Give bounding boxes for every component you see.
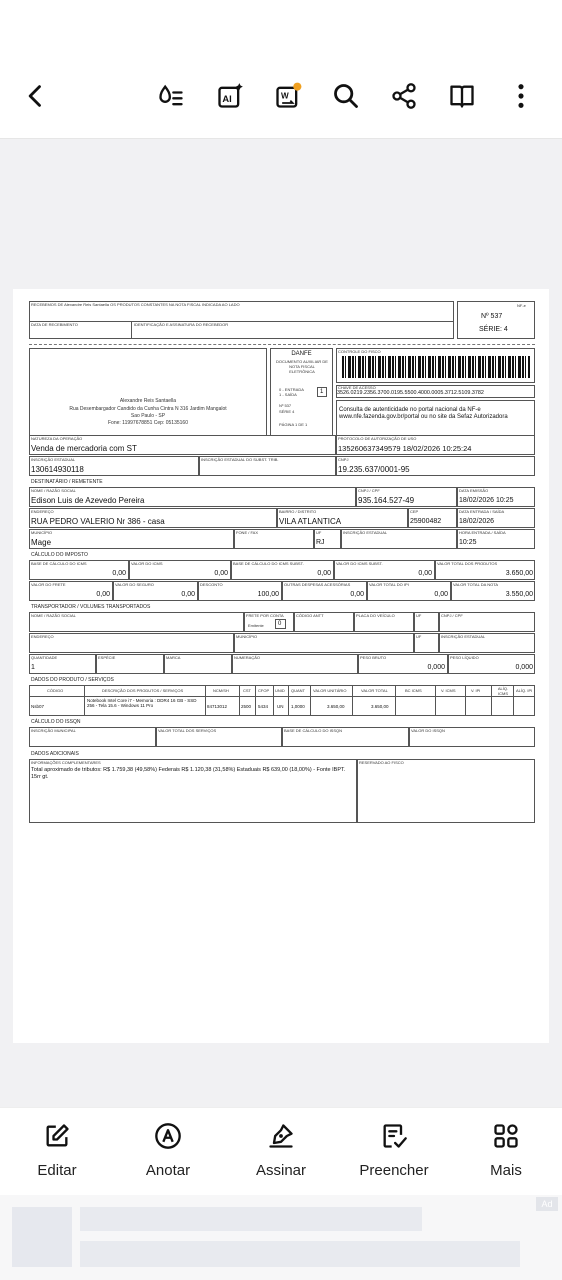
transport-address-label: ENDEREÇO <box>31 634 54 639</box>
recipient-address: RUA PEDRO VALERIO Nr 386 - casa <box>31 517 165 526</box>
tax-label: OUTRAS DESPESAS ACESSÓRIAS <box>284 582 351 587</box>
read-mode-button[interactable] <box>444 78 480 114</box>
reserved-box <box>357 759 535 823</box>
read-mode-icon <box>448 82 476 110</box>
share-icon <box>390 82 418 110</box>
divider <box>310 685 311 716</box>
col-header: UNID <box>275 688 285 693</box>
danfe-series: SÉRIE 4 <box>279 409 295 414</box>
divider <box>491 685 492 716</box>
divider <box>513 685 514 716</box>
product-cst: 2500 <box>241 704 252 709</box>
col-header: ALÍQ. ICMS <box>497 686 509 696</box>
qty-value: 1 <box>31 664 35 671</box>
cut-line <box>29 344 535 345</box>
divider <box>435 685 436 716</box>
recipient-name-label: NOME / RAZÃO SOCIAL <box>31 488 76 493</box>
nature-value: Venda de mercadoria com ST <box>31 444 137 453</box>
tax-value: 0,00 <box>214 570 228 577</box>
products-header-line <box>29 696 535 697</box>
freight-sub: Emitente <box>248 623 264 628</box>
access-key-label: CHAVE DE ACESSO <box>338 385 376 390</box>
ai-icon <box>216 82 244 110</box>
qty-label: QUANTIDADE <box>31 655 58 660</box>
transport-cell <box>234 633 414 653</box>
divider <box>84 685 85 716</box>
brand-label: MARCA <box>166 655 181 660</box>
issqn-section: CÁLCULO DO ISSQN <box>31 719 81 725</box>
tax-label: VALOR TOTAL DOS PRODUTOS <box>437 561 498 566</box>
phone-label: FONE / FAX <box>236 530 259 535</box>
document-viewer[interactable] <box>0 139 562 1107</box>
sign-label: IDENTIFICAÇÃO E ASSINATURA DO RECEBEDOR <box>134 322 229 327</box>
annotate-icon <box>154 1122 182 1150</box>
col-header: ALÍQ. IPI <box>516 688 533 693</box>
nature-label: NATUREZA DA OPERAÇÃO <box>31 436 83 441</box>
emission-label: DATA EMISSÃO <box>459 488 489 493</box>
tax-label: VALOR DO ICMS <box>131 561 163 566</box>
issuer-phone: Fone: 11997678851 Cep: 05135160 <box>108 420 188 426</box>
divider <box>395 685 396 716</box>
tax-value: 0,00 <box>181 591 195 598</box>
plate-label: PLACA DO VEÍCULO <box>356 613 395 618</box>
ie-value: 130614930118 <box>31 465 84 474</box>
product-description: Notebook Intel Core i7 - Memoria : DDR4 16 GB - SSD 256 - Tela 15.6 - Windows 11 Pro <box>87 698 197 708</box>
time-label: HORA ENTRADA / SAÍDA <box>459 530 506 535</box>
svg-text:AI: AI <box>222 93 232 104</box>
numbering-label: NUMERAÇÃO <box>234 655 261 660</box>
danfe-page: PÁGINA 1 DE 1 <box>279 422 308 427</box>
product-unit-value: 3.650,00 <box>327 704 345 709</box>
transport-section: TRANSPORTADOR / VOLUMES TRANSPORTADOS <box>31 604 151 610</box>
divider <box>131 321 132 339</box>
col-header: V. IPI <box>471 688 481 693</box>
translate-button[interactable] <box>270 78 306 114</box>
ad-banner[interactable] <box>0 1195 562 1280</box>
danfe-number: Nº 537 <box>279 403 292 408</box>
product-code: Nsb07 <box>31 704 45 709</box>
issuer-address: Rua Desembargador Candido da Cunha Cintra N 316 Jardim Mangalot <box>69 406 227 412</box>
uf-value: RJ <box>316 539 325 546</box>
tax-value: 100,00 <box>257 591 279 598</box>
info-label: INFORMAÇÕES COMPLEMENTARES <box>31 760 101 765</box>
recipient-ie-label: INSCRIÇÃO ESTADUAL <box>343 530 388 535</box>
danfe-title: DANFE <box>291 351 312 357</box>
danfe-subtitle: DOCUMENTO AUXILIAR DE NOTA FISCAL ELETRÔNICA <box>276 359 328 374</box>
cep-label: CEP <box>410 509 419 514</box>
search-icon <box>332 82 360 110</box>
ad-title-placeholder <box>80 1207 422 1231</box>
divider <box>288 685 289 716</box>
danfe-exit: 1 - SAÍDA <box>279 392 297 397</box>
transport-uf-label: UF <box>416 613 422 618</box>
col-header: CÓDIGO <box>47 688 64 693</box>
issuer-city: Sao Paulo - SP <box>130 413 166 419</box>
tax-value: 0,00 <box>418 570 432 577</box>
col-header: DESCRIÇÃO DOS PRODUTOS / SERVIÇOS <box>102 688 184 693</box>
svg-text:W: W <box>281 91 289 101</box>
annotate-button[interactable] <box>118 1122 218 1179</box>
consult-text: Consulta de autenticidade no portal nacional da NF-e www.nfe.fazenda.gov.br/portal ou no site da Sefaz Autorizadora <box>339 407 508 420</box>
transport-cell <box>29 633 234 653</box>
product-qty: 1,0000 <box>291 704 305 709</box>
sign-label: Assinar <box>255 1162 307 1179</box>
issqn-label: BASE DE CÁLCULO DO ISSQN <box>284 728 343 733</box>
tax-value: 0,00 <box>112 570 126 577</box>
col-header: CST <box>243 688 251 693</box>
city-value: Mage <box>31 538 52 547</box>
freight-label: FRETE POR CONTA <box>246 613 284 618</box>
more-vert-icon <box>507 82 535 110</box>
city-label: MUNICÍPIO <box>31 530 53 535</box>
more-options-button[interactable] <box>503 78 539 114</box>
nfe-number: Nº 537 <box>481 313 503 320</box>
nfe-label: NF-e <box>517 303 526 308</box>
receipt-header: RECEBEMOS DE Alexandre Reis Santaella OS PRODUTOS CONSTANTES NA NOTA FISCAL INDICADA AO LADO <box>31 302 240 307</box>
sign-icon <box>267 1122 295 1150</box>
issqn-label: INSCRIÇÃO MUNICIPAL <box>31 728 76 733</box>
transport-name-label: NOME / RAZÃO SOCIAL <box>31 613 76 618</box>
kind-label: ESPÉCIE <box>98 655 116 660</box>
divider <box>273 685 274 716</box>
bottom-toolbar <box>0 1107 562 1196</box>
divider <box>255 685 256 716</box>
time-value: 10:25 <box>459 539 477 546</box>
col-header: CFOP <box>258 688 270 693</box>
col-header: VALOR TOTAL <box>361 688 388 693</box>
document-page <box>13 289 549 1043</box>
tax-value: 0,00 <box>434 591 448 598</box>
receipt-sign-row <box>29 321 454 339</box>
products-section: DADOS DO PRODUTO / SERVIÇOS <box>31 677 114 683</box>
recipient-address-label: ENDEREÇO <box>31 509 54 514</box>
edit-button[interactable] <box>7 1122 107 1179</box>
emission-value: 18/02/2026 10:25 <box>459 497 514 504</box>
fill-label: Preencher <box>359 1162 429 1179</box>
barcode <box>342 356 530 378</box>
translate-icon <box>274 82 302 110</box>
net-label: PESO LÍQUIDO <box>450 655 479 660</box>
tax-value: 0,00 <box>96 591 110 598</box>
transport-cnpj-label: CNPJ / CPF <box>441 613 463 618</box>
antt-label: CÓDIGO ANTT <box>296 613 324 618</box>
product-ncm: 84713012 <box>207 704 228 709</box>
tax-value: 0,00 <box>317 570 331 577</box>
divider <box>465 685 466 716</box>
tax-label: DESCONTO <box>200 582 223 587</box>
access-key: 3526.0219.2356.3700.0195.5500.4000.0005.3712.5109.3782 <box>337 390 484 396</box>
freight-value: 0 <box>278 621 282 627</box>
search-button[interactable] <box>328 78 364 114</box>
fill-button[interactable] <box>344 1122 444 1179</box>
cnpj-value: 19.235.637/0001-95 <box>338 465 410 474</box>
additional-section: DADOS ADICIONAIS <box>31 751 79 757</box>
grid-icon <box>492 1122 520 1150</box>
transport-uf-label: UF <box>416 634 422 639</box>
col-header: V. ICMS <box>441 688 456 693</box>
protocol-label: PROTOCOLO DE AUTORIZAÇÃO DE USO <box>338 436 417 441</box>
tax-label: VALOR DO FRETE <box>31 582 66 587</box>
issqn-label: VALOR TOTAL DOS SERVIÇOS <box>158 728 217 733</box>
ie-st-label: INSCRIÇÃO ESTADUAL DO SUBST. TRIB. <box>201 457 279 462</box>
product-unit: UN <box>277 704 284 709</box>
col-header: NCM/SH <box>213 688 229 693</box>
text-format-button[interactable] <box>153 78 189 114</box>
danfe-entry: 0 - ENTRADA <box>279 387 304 392</box>
tax-label: VALOR DO SEGURO <box>115 582 154 587</box>
top-toolbar <box>0 0 562 139</box>
reserved-label: RESERVADO AO FISCO <box>359 760 404 765</box>
exit-date-label: DATA ENTRADA / SAÍDA <box>459 509 505 514</box>
ad-badge: Ad <box>536 1197 558 1211</box>
date-label: DATA DE RECEBIMENTO <box>31 322 78 327</box>
edit-label: Editar <box>37 1162 77 1179</box>
issuer-name: Alexandre Reis Santaella <box>119 398 177 404</box>
more-label: Mais <box>490 1162 522 1179</box>
recipient-name: Edison Luis de Azevedo Pereira <box>31 496 145 505</box>
product-cfop: 5434 <box>258 704 269 709</box>
more-button[interactable] <box>456 1122 556 1179</box>
col-header: QUANT <box>291 688 305 693</box>
tax-label: VALOR DO ICMS SUBST. <box>336 561 383 566</box>
cep-value: 25900482 <box>410 518 442 525</box>
nfe-series: SÉRIE: 4 <box>479 326 508 333</box>
divider <box>239 685 240 716</box>
tax-label: BASE DE CÁLCULO DO ICMS <box>31 561 87 566</box>
district-label: BAIRRO / DISTRITO <box>279 509 317 514</box>
divider <box>205 685 206 716</box>
gross-value: 0,000 <box>427 664 445 671</box>
city-box <box>29 529 234 549</box>
ie-label: INSCRIÇÃO ESTADUAL <box>31 457 76 462</box>
tax-label: BASE DE CÁLCULO DO ICMS SUBST. <box>233 561 304 566</box>
sign-button[interactable] <box>231 1122 331 1179</box>
col-header: BC ICMS <box>405 688 422 693</box>
district-value: VILA ATLANTICA <box>279 517 342 526</box>
recipient-cpf-label: CNPJ / CPF <box>358 488 380 493</box>
uf-label: UF <box>316 530 322 535</box>
recipient-section: DESTINATÁRIO / REMETENTE <box>31 479 103 485</box>
fill-icon <box>380 1122 408 1150</box>
info-text: Total aproximado de tributos: R$ 1.759,38 (49,58%) Federais R$ 1.120,38 (31,58%) Estaduais R$ 639,00 (18,00%) - Fonte IBPT. 15rr gt. <box>31 767 346 780</box>
tax-label: VALOR TOTAL DA NOTA <box>453 582 499 587</box>
back-icon <box>22 82 50 110</box>
tax-label: VALOR TOTAL DO IPI <box>369 582 409 587</box>
tax-value: 3.650,00 <box>505 570 533 577</box>
net-value: 0,000 <box>515 664 533 671</box>
cnpj-label: CNPJ <box>338 457 349 462</box>
back-button[interactable] <box>18 78 54 114</box>
annotate-label: Anotar <box>145 1162 191 1179</box>
recipient-cpf: 935.164.527-49 <box>358 496 415 505</box>
transport-ie-label: INSCRIÇÃO ESTADUAL <box>441 634 486 639</box>
danfe-type-value: 1 <box>320 389 324 395</box>
ad-image-placeholder <box>12 1207 72 1267</box>
col-header: VALOR UNITÁRIO <box>313 688 347 693</box>
gross-label: PESO BRUTO <box>360 655 387 660</box>
tax-value: 3.550,00 <box>505 591 533 598</box>
tax-section: CÁLCULO DO IMPOSTO <box>31 552 88 558</box>
share-button[interactable] <box>386 78 422 114</box>
exit-date-value: 18/02/2026 <box>459 518 495 525</box>
edit-icon <box>43 1122 71 1150</box>
ad-text-placeholder <box>80 1241 520 1267</box>
protocol-value: 135260637349579 18/02/2026 10:25:24 <box>338 444 472 453</box>
issqn-label: VALOR DO ISSQN <box>411 728 445 733</box>
ai-button[interactable] <box>212 78 248 114</box>
tax-value: 0,00 <box>350 591 364 598</box>
transport-city-label: MUNICÍPIO <box>236 634 258 639</box>
divider <box>352 685 353 716</box>
text-drop-icon <box>157 82 185 110</box>
control-label: CONTROLE DO FISCO <box>338 349 381 354</box>
product-total: 3.650,00 <box>371 704 389 709</box>
